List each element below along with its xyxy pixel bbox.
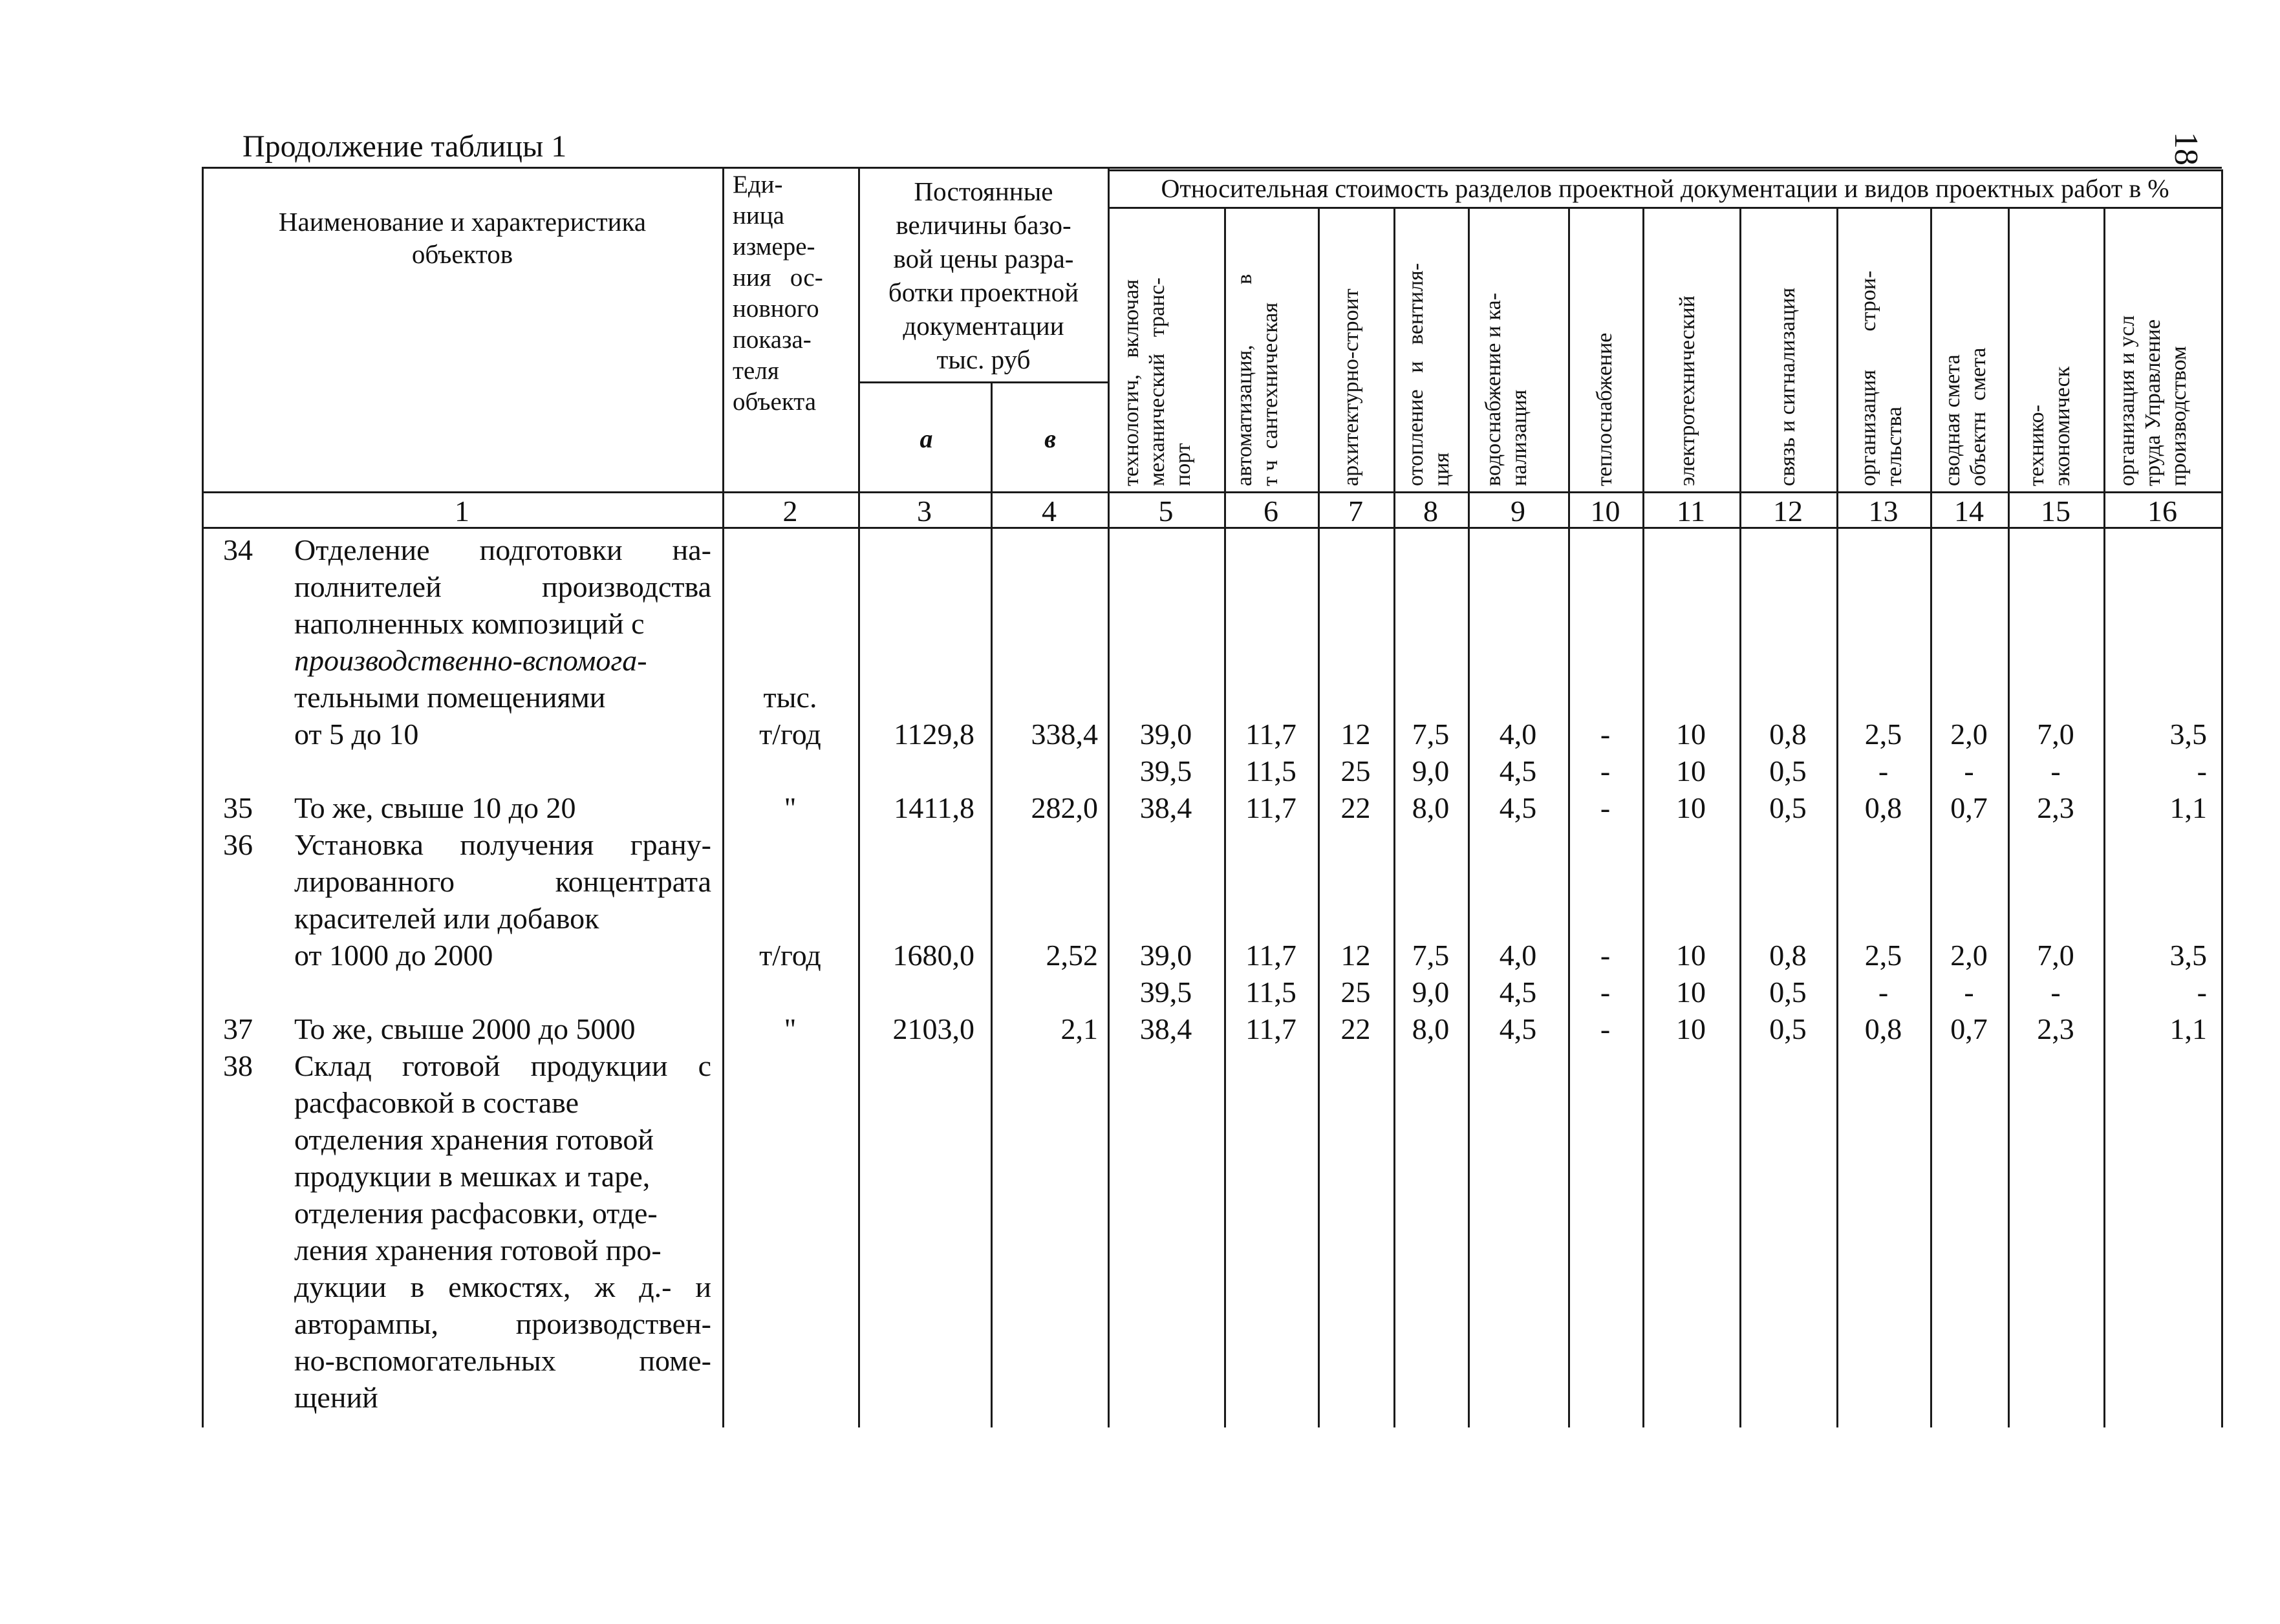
price-b: 338,4 (1031, 718, 1098, 751)
price-a: 2103,0 (892, 1012, 974, 1045)
row-number: 36 (223, 828, 253, 861)
row-name: Отделение подготовки на- (294, 533, 711, 566)
row-unit: " (784, 1012, 797, 1045)
row-unit: тыс. (763, 681, 817, 714)
header-unit-col: Еди- ница измере- ния ос- новного показа- теля объекта (733, 171, 823, 416)
row-name: То же, свыше 10 до 20 (294, 791, 576, 824)
row-unit: т/год (759, 939, 821, 972)
price-b: 2,1 (1060, 1012, 1098, 1045)
row-unit: " (784, 791, 797, 824)
header-sub-a: а (920, 424, 933, 453)
price-a: 1129,8 (894, 718, 974, 751)
row-name: То же, свыше 2000 до 5000 (294, 1012, 636, 1045)
page-number: 18 (2167, 132, 2204, 166)
row-number: 34 (223, 533, 253, 566)
price-a: 1680,0 (892, 939, 974, 972)
header-sub-b: в (1044, 424, 1056, 453)
price-b: 282,0 (1031, 791, 1098, 824)
row-number: 35 (223, 791, 253, 824)
row-number: 38 (223, 1049, 253, 1082)
price-b: 2,52 (1046, 939, 1098, 972)
header-base-price-col: Постоянные величины базо- вой цены разра- ботки проектной документации тыс. руб (888, 176, 1079, 374)
table-caption: Продолжение таблицы 1 (242, 129, 567, 164)
price-a: 1411,8 (894, 791, 974, 824)
header-name-col: Наименование и характеристика объектов (278, 207, 647, 269)
header-relative-cost: Относительная стоимость разделов проектной документации и видов проектных работ в % (1161, 174, 2169, 203)
row-name: Установка получения грану- (294, 828, 711, 861)
row-name: Склад готовой продукции с (294, 1049, 711, 1082)
row-number: 37 (223, 1012, 253, 1045)
